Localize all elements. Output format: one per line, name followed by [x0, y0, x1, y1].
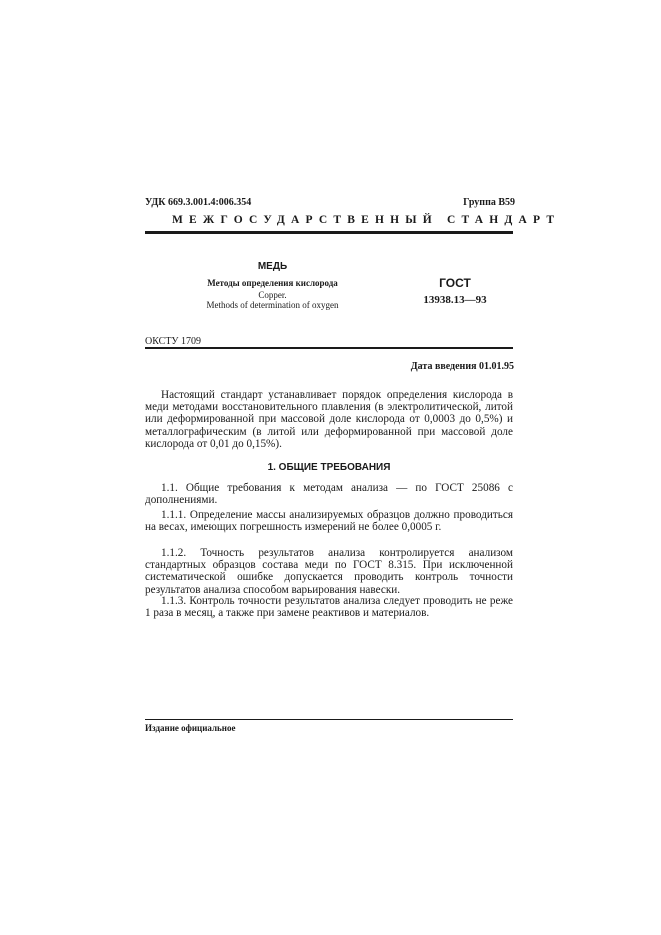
introduction-date: Дата введения 01.01.95: [410, 361, 514, 372]
footer-rule: [145, 719, 513, 720]
okstu-code: ОКСТУ 1709: [145, 336, 202, 347]
gost-number: 13938.13—93: [423, 294, 487, 306]
header-rule: [145, 231, 513, 234]
section-heading: 1. ОБЩИЕ ТРЕБОВАНИЯ: [267, 462, 391, 473]
group-code: Группа В59: [463, 197, 515, 208]
intro-paragraph: Настоящий стандарт устанавливает порядок определения кислорода в меди методами восстановительного плавления (в электролитической, литой или деформированной при массовой доле кислорода от 0,0003 до 0,5%) и металлографическим (в литой или деформированной при массовой доле кислорода от 0,01 до 0,15%).: [145, 389, 513, 450]
title-block: [170, 261, 375, 310]
subtitle-ru: Методы определения кислорода: [207, 278, 338, 288]
title-ru: МЕДЬ: [257, 261, 288, 272]
clause-1-1-2: 1.1.2. Точность результатов анализа контролируется анализом стандартных образцов состава меди по ГОСТ 8.315. При исключенной систематической ошибке допускается проводить контроль точности результатов анализа способом варьирования навески.: [145, 547, 513, 596]
edition-label: Издание официальное: [145, 723, 236, 733]
clause-1-1-3: 1.1.3. Контроль точности результатов анализа следует проводить не реже 1 раза в месяц, а также при замене реактивов и материалов.: [145, 595, 513, 620]
standard-type-heading: МЕЖГОСУДАРСТВЕННЫЙ СТАНДАРТ: [172, 214, 561, 226]
okstu-rule: [145, 347, 513, 349]
title-en: Copper.: [258, 290, 287, 300]
udk-code: УДК 669.3.001.4:006.354: [145, 197, 252, 208]
subtitle-en: Methods of determination of oxygen: [206, 300, 339, 310]
gost-label: ГОСТ: [439, 276, 471, 290]
clause-1-1: 1.1. Общие требования к методам анализа — по ГОСТ 25086 с дополнениями.: [145, 482, 513, 507]
gost-block: [405, 276, 505, 306]
clause-1-1-1: 1.1.1. Определение массы анализируемых образцов должно проводиться на весах, имеющих погрешность измерений не более 0,0005 г.: [145, 509, 513, 534]
